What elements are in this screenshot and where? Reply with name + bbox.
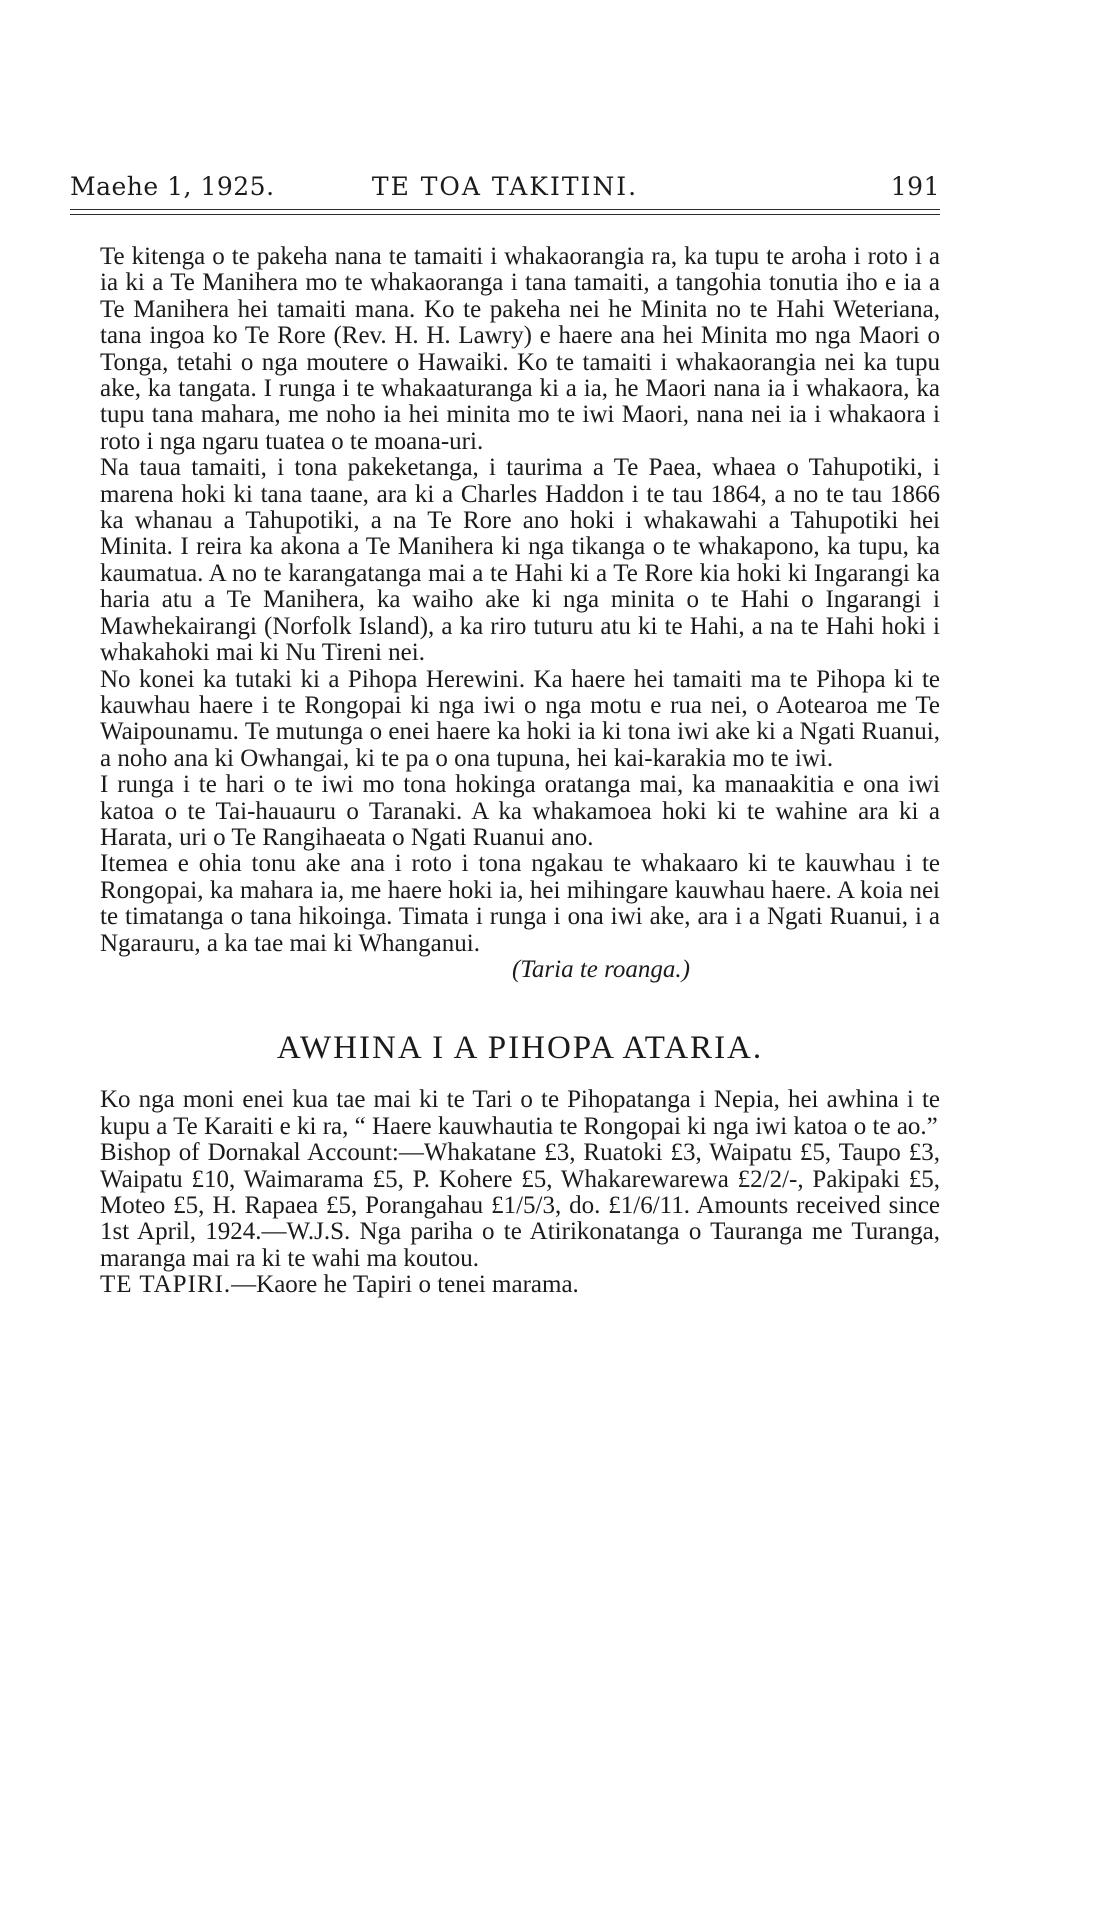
journal-title: TE TOA TAKITINI. <box>371 172 639 201</box>
notice <box>100 1272 940 1298</box>
section-title: AWHINA I A PIHOPA ATARIA. <box>276 1030 764 1067</box>
header-rule-top <box>70 209 940 210</box>
notice-text: —Kaore he Tapiri o tenei marama. <box>231 1271 579 1299</box>
page-number: 191 <box>890 172 940 201</box>
section-paragraph-2: Bishop of Dornakal Account:—Whakatane £3, Ruatoki £3, Waipatu £5, Taupo £3, Waipatu £10, Waimarama £5, P. Kohere £5, Whakarewarewa £2/2/-, Pakipaki £5, Moteo £5, H. Rapaea £5, Porangahau £1/5/3, do. £1/6/11. Amounts received since 1st April, 1924.—W.J.S. Nga pariha o te Atirikonatanga o Tauranga me Turanga, maranga mai ra ki te wahi ma koutou. <box>100 1139 940 1272</box>
article-paragraph-2: Na taua tamaiti, i tona pakeketanga, i taurima a Te Paea, whaea o Tahupotiki, i marena hoki ki tana taane, ara ki a Charles Haddon i te tau 1864, a no te tau 1866 ka whanau a Tahupotiki, a na Te Rore ano hoki i whakawahi a Tahupotiki hei Minita. I reira ka akona a Te Manihera ki nga tikanga o te whakapono, ka tupu, ka kaumatua. A no te karangatanga mai a te Hahi ki a Te Rore kia hoki ki Ingarangi ka haria atu a Te Manihera, ka waiho ake ki nga minita o te Hahi o Ingarangi i Mawhekairangi (Norfolk Island), a ka riro tuturu atu ki te Hahi, a na te Hahi hoki i whakahoki mai ki Nu Tireni nei. <box>100 454 940 667</box>
header-rule-bottom <box>70 214 940 215</box>
section-paragraph-1: Ko nga moni enei kua tae mai ki te Tari o te Pihopatanga i Nepia, hei awhina i te kupu a Te Karaiti e ki ra, “ Haere kauwhautia te Rongopai ki nga iwi katoa o te ao.” <box>100 1086 940 1140</box>
article-paragraph-5: Itemea e ohia tonu ake ana i roto i tona ngakau te whakaaro ki te kauwhau i te Rongopai, ka mahara ia, me haere hoki ia, hei mihingare kauwhau haere. A koia nei te timatanga o tana hikoinga. Timata i runga i ona iwi ake, ara i a Ngati Ruanui, i a Ngarauru, a ka tae mai ki Whanganui. <box>100 850 940 957</box>
article-paragraph-3: No konei ka tutaki ki a Pihopa Herewini. Ka haere hei tamaiti ma te Pihopa ki te kauwhau haere i te Rongopai ki nga iwi o nga motu e rua nei, o Aotearoa me Te Waipounamu. Te mutunga o enei haere ka hoki ia ki tona iwi ake ki a Ngati Ruanui, a noho ana ki Owhangai, ki te pa o ona tupuna, hei kai-karakia mo te iwi. <box>100 665 940 772</box>
notice-label: TE TAPIRI. <box>100 1271 232 1299</box>
article-paragraph-4: I runga i te hari o te iwi mo tona hokinga oratanga mai, ka manaakitia e ona iwi katoa o te Tai-hauauru o Taranaki. A ka whakamoea hoki ki te wahine ara ki a Harata, uri o Te Rangihaeata o Ngati Ruanui ano. <box>100 771 940 851</box>
text-column <box>100 244 940 1299</box>
article-paragraph-1: Te kitenga o te pakeha nana te tamaiti i whakaorangia ra, ka tupu te aroha i roto i a ia ki a Te Manihera mo te whakaoranga i tana tamaiti, a tangohia tonutia iho e ia a Te Manihera hei tamaiti mana. Ko te pakeha nei he Minita no te Hahi Weteriana, tana ingoa ko Te Rore (Rev. H. H. Lawry) e haere ana hei Minita mo nga Maori o Tonga, tetahi o nga moutere o Hawaiki. Ko te tamaiti i whakaorangia nei ka tupu ake, ka tangata. I runga i te whakaaturanga ki a ia, he Maori nana ia i whakaora, ka tupu tana mahara, me noho ia hei minita mo te iwi Maori, nana nei ia i whakaora i roto i nga ngaru tuatea o te moana-uri. <box>100 243 940 455</box>
continued-note: (Taria te roanga.) <box>511 955 690 983</box>
issue-date: Maehe 1, 1925. <box>70 172 275 201</box>
running-head <box>70 172 940 208</box>
